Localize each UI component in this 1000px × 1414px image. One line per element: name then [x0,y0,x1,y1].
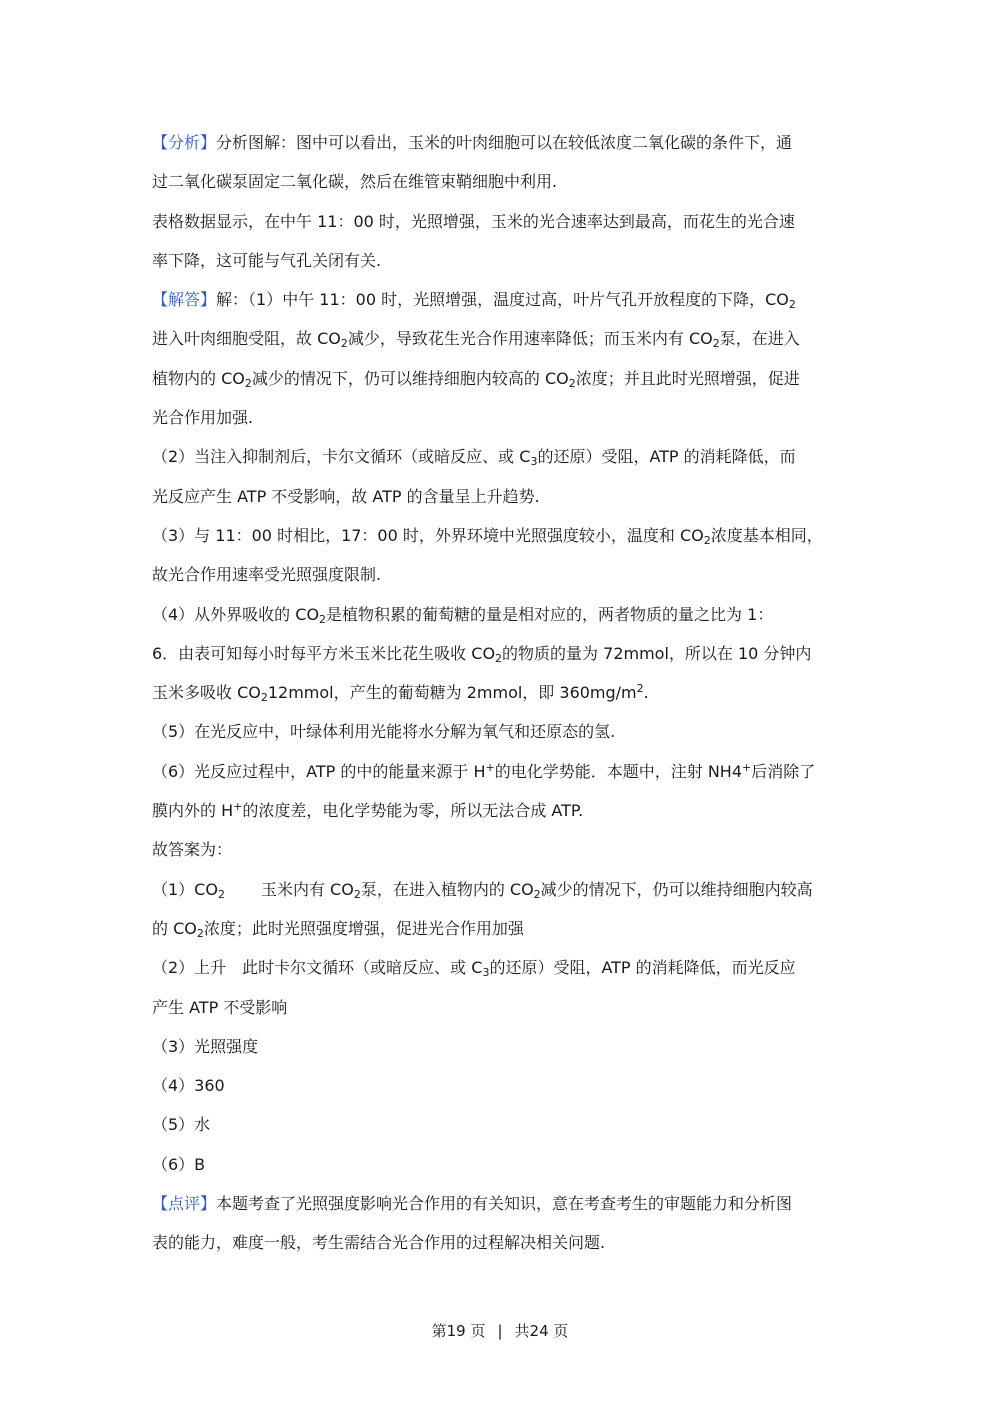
comment-tag: 【点评】 [152,1194,217,1214]
solution-p2-line-1: （2）当注入抑制剂后，卡尔文循环（或暗反应、或 $C_3$的还原）受阻，ATP 的消耗降低，而 [152,447,796,469]
solution-line-1: 【解答】解：（1）中午 11：00 时，光照增强，温度过高，叶片气孔开放程度的下降，$CO_2$ [152,290,796,312]
answer-5: （5）水 [152,1115,211,1135]
answer-1-line-1: $(1)CO_2$ 玉米内有 $CO_2$泵，在进入植物内的 $CO_2$减少的情况下，仍可以维持细胞内较高 [152,879,813,901]
page-number: 第19 页 [431,1322,486,1340]
solution-p4-line-3: 玉米多吸收 $CO_212mmol$，产生的葡萄糖为 2mmol，即 $360mg/m^2$. [152,682,649,705]
solution-p3-line-1: （3）与 11：00 时相比，17：00 时，外界环境中光照强度较小，温度和 $CO_2$浓度基本相同， [152,525,823,547]
solution-line-4: 光合作用加强. [152,408,254,428]
analysis-line-4: 率下降，这可能与气孔关闭有关. [152,250,382,270]
comment-line-2: 表的能力，难度一般，考生需结合光合作用的过程解决相关问题. [152,1233,606,1253]
solution-line-3: 植物内的 $CO_2$减少的情况下，仍可以维持细胞内较高的 $CO_2$浓度；并且此时光照增强，促进 [152,368,800,390]
answer-6: （6）B [152,1154,206,1174]
solution-p6-line-2: 膜内外的 H+的浓度差，电化学势能为零，所以无法合成 ATP. [152,800,584,821]
answer-2-line-2: 产生 ATP 不受影响 [152,997,288,1017]
solution-line-2: 进入叶肉细胞受阻，故 $CO_2$减少，导致花生光合作用速率降低；而玉米内有 $CO_2$泵，在进入 [152,329,800,351]
answer-4: （4）360 [152,1076,225,1096]
document-body [152,123,862,1263]
answer-3: （3）光照强度 [152,1036,259,1056]
footer-separator: | [497,1322,503,1340]
analysis-tag: 【分析】 [152,133,217,152]
solution-p6-line-1: （6）光反应过程中，ATP 的中的能量来源于 H+的电化学势能．本题中，注射 NH4+后消除了 [152,760,816,781]
page-total: 共24 页 [514,1322,569,1340]
answer-2-line-1: （2）上升 此时卡尔文循环（或暗反应、或 $C_3$的还原）受阻，ATP 的消耗降低，而光反应 [152,958,796,980]
analysis-line-2: 过二氧化碳泵固定二氧化碳，然后在维管束鞘细胞中利用. [152,172,558,192]
solution-p4-line-1: （4）从外界吸收的 $CO_2$是植物积累的葡萄糖的量是相对应的，两者物质的量之比为 1： [152,604,774,626]
solution-p2-line-2: 光反应产生 ATP 不受影响，故 ATP 的含量呈上升趋势. [152,486,540,506]
comment-line-1: 【点评】本题考查了光照强度影响光合作用的有关知识，意在考查考生的审题能力和分析图 [152,1194,793,1214]
page-footer [0,1320,1000,1341]
analysis-line-1: 【分析】分析图解：图中可以看出，玉米的叶肉细胞可以在较低浓度二氧化碳的条件下，通 [152,133,793,152]
solution-tag: 【解答】 [152,290,217,310]
solution-p3-line-2: 故光合作用速率受光照强度限制. [152,565,382,585]
answer-1-line-2: 的 $CO_2$浓度；此时光照强度增强，促进光合作用加强 [152,918,524,940]
answers-intro: 故答案为： [152,840,233,860]
solution-p4-line-2: 6．由表可知每小时每平方米玉米比花生吸收 $CO_2$的物质的量为 72mmol，所以在 10 分钟内 [152,643,812,665]
analysis-line-3: 表格数据显示，在中午 11：00 时，光照增强，玉米的光合速率达到最高，而花生的光合速 [152,211,795,231]
solution-p5-line-1: （5）在光反应中，叶绿体利用光能将水分解为氧气和还原态的氢. [152,722,616,742]
